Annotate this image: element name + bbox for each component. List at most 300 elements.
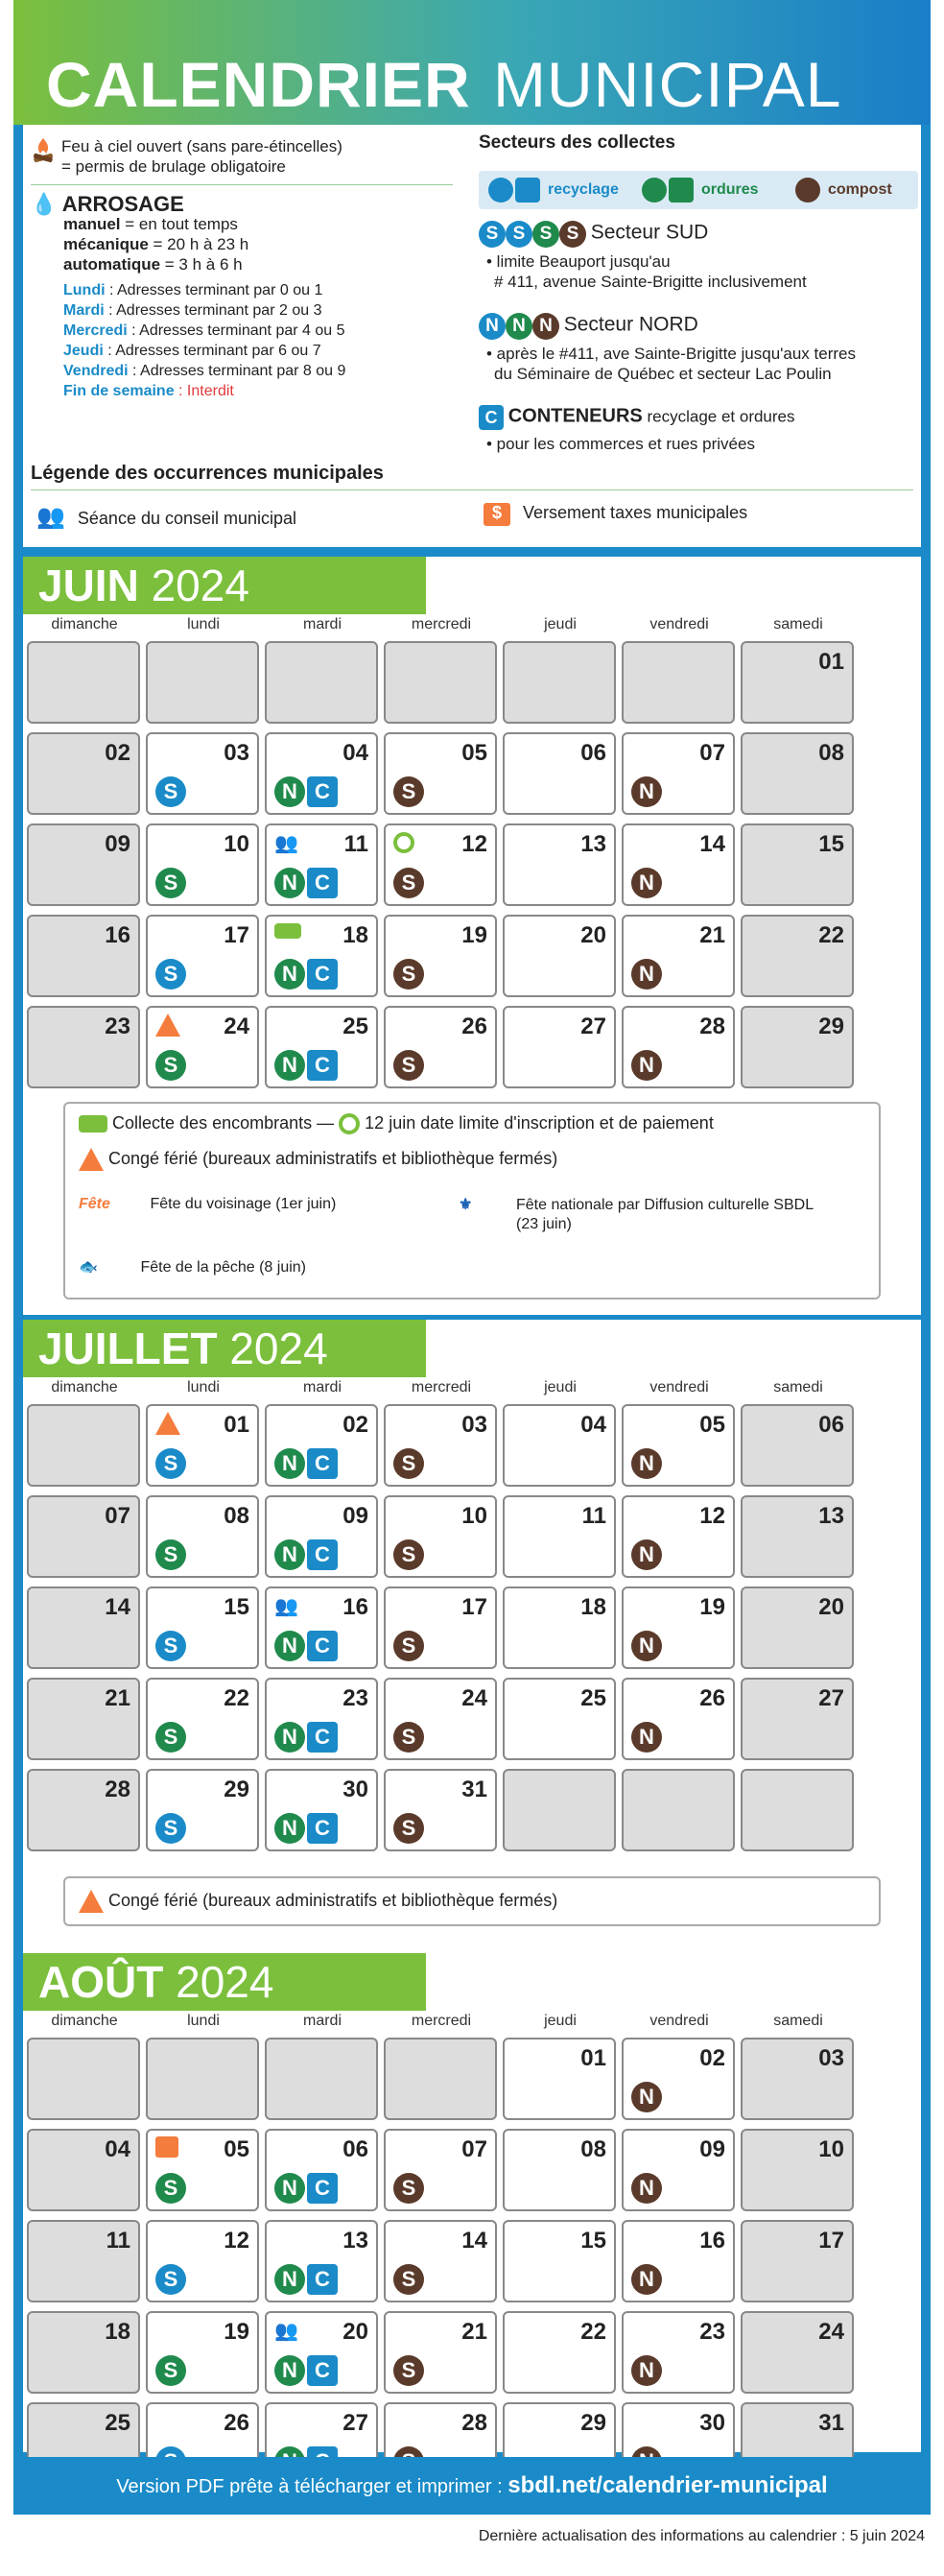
- legend-title: Légende des occurrences municipales: [31, 463, 384, 484]
- pickup-icons: [274, 959, 338, 990]
- pickup-icons: [393, 959, 424, 990]
- calendar-day: [146, 823, 259, 906]
- calendar-day: [741, 823, 854, 906]
- pickup-icons: [155, 959, 186, 990]
- pickup-PN-icon: N: [631, 1539, 662, 1570]
- calendar-day: [741, 1404, 854, 1487]
- compost-circle-icon: [795, 178, 820, 203]
- pickup-N-icon: N: [274, 2355, 305, 2386]
- day-number: 21: [105, 1685, 130, 1711]
- calendar-day: [384, 641, 497, 724]
- calendar-day: [265, 2038, 378, 2120]
- pickup-PN-icon: N: [631, 1722, 662, 1753]
- cont-sub: recyclage et ordures: [647, 407, 795, 426]
- pickup-icons: [631, 1631, 662, 1661]
- tax-house-icon: $: [484, 503, 510, 526]
- weekday-header: mardi: [302, 1379, 342, 1395]
- cont-title: CONTENEURS: [507, 405, 643, 427]
- day-number: 26: [699, 1685, 725, 1711]
- weekday-header: vendredi: [649, 616, 709, 632]
- calendar-day: [622, 1678, 735, 1760]
- pickup-C-icon: C: [307, 1050, 338, 1081]
- pickup-icons: [155, 776, 186, 807]
- day-jeudi: Jeudi : Adresses terminant par 6 ou 7: [63, 343, 321, 359]
- holiday-icon: [79, 1890, 104, 1913]
- sud-desc1: • limite Beauport jusqu'au: [486, 252, 671, 271]
- footer-text: Version PDF prête à télécharger et imprimer :: [116, 2476, 508, 2497]
- day-number: 14: [461, 2228, 487, 2254]
- day-number: 18: [105, 2319, 130, 2345]
- pickup-icons: [155, 1631, 186, 1661]
- calendar-day: [503, 641, 616, 724]
- calendar-day: [146, 2038, 259, 2120]
- calendar-day: [741, 732, 854, 815]
- calendar-day: [265, 732, 378, 815]
- day-number: 12: [224, 2228, 249, 2254]
- day-number: 12: [461, 831, 487, 857]
- sud-desc2: # 411, avenue Sainte-Brigitte inclusivement: [494, 273, 807, 291]
- event-icon: 👥: [274, 1596, 298, 1617]
- sector-nord: [479, 313, 920, 384]
- day-lundi: Lundi : Adresses terminant par 0 ou 1: [63, 282, 323, 298]
- calendar-day: [27, 823, 140, 906]
- calendar-day: [503, 2129, 616, 2211]
- pickup-icons: [393, 1631, 424, 1661]
- calendar-day: [741, 1495, 854, 1578]
- calendar-day: [622, 2311, 735, 2394]
- pickup-C-icon: C: [307, 1722, 338, 1753]
- month-title-june: JUIN 2024: [23, 557, 426, 614]
- calendar-day: [265, 1495, 378, 1578]
- pickup-P-icon: S: [393, 1050, 424, 1081]
- calendar-day: [741, 1769, 854, 1851]
- calendar-day: [146, 1404, 259, 1487]
- calendar-day: [622, 1495, 735, 1578]
- pickup-icons: [274, 1631, 338, 1661]
- day-number: 09: [105, 831, 130, 857]
- pickup-C-icon: C: [307, 2264, 338, 2295]
- day-number: 02: [699, 2045, 725, 2071]
- weekday-header: mercredi: [411, 1379, 472, 1395]
- day-number: 05: [699, 1412, 725, 1438]
- day-number: 23: [342, 1685, 368, 1711]
- pickup-S-icon: S: [155, 1631, 186, 1661]
- calendar-day: [384, 2129, 497, 2211]
- collection-key: [479, 171, 918, 209]
- nord-title: Secteur NORD: [563, 313, 698, 336]
- calendar-day: [27, 641, 140, 724]
- pickup-P-icon: S: [393, 2264, 424, 2295]
- pickup-C-icon: C: [307, 1539, 338, 1570]
- pickup-N-icon: N: [274, 2173, 305, 2204]
- pickup-icons: [155, 1050, 186, 1081]
- pickup-icons: [393, 868, 424, 898]
- pickup-SN-icon: S: [155, 1539, 186, 1570]
- key-recycling: recyclage: [548, 181, 619, 198]
- day-number: 29: [224, 1777, 249, 1802]
- day-number: 11: [106, 2228, 130, 2254]
- day-number: 13: [342, 2228, 368, 2254]
- day-number: 21: [461, 2319, 487, 2345]
- ordures-square-icon: [669, 178, 694, 203]
- divider: [31, 489, 913, 490]
- recycling-circle-icon: [488, 178, 513, 203]
- calendar-day: [384, 732, 497, 815]
- pickup-N-icon: N: [274, 1631, 305, 1661]
- weekday-header: lundi: [187, 1379, 220, 1395]
- day-number: 27: [580, 1014, 606, 1039]
- pickup-icons: [631, 868, 662, 898]
- day-number: 29: [580, 2410, 606, 2436]
- divider: [31, 184, 453, 185]
- day-mardi: Mardi : Adresses terminant par 2 ou 3: [63, 302, 322, 319]
- calendar-day: [622, 2220, 735, 2302]
- calendar-day: [265, 1769, 378, 1851]
- pickup-icons: [393, 1050, 424, 1081]
- day-number: 01: [224, 1412, 249, 1438]
- day-number: 28: [105, 1777, 130, 1802]
- pickup-N-icon: N: [274, 1813, 305, 1844]
- sofa-icon: [79, 1115, 107, 1133]
- day-number: 29: [818, 1014, 844, 1039]
- weekday-header: mardi: [302, 616, 342, 632]
- weekday-header: dimanche: [51, 1379, 118, 1395]
- pickup-icons: [155, 2264, 186, 2295]
- day-number: 11: [581, 1503, 606, 1529]
- day-number: 07: [105, 1503, 130, 1529]
- calendar-day: [622, 823, 735, 906]
- pickup-icons: [274, 1813, 338, 1844]
- event-icon: 👥: [274, 2321, 298, 2342]
- pickup-icons: [274, 1722, 338, 1753]
- calendar-day: [622, 732, 735, 815]
- fire-line2: = permis de brulage obligatoire: [61, 157, 286, 176]
- sud-icon: S: [532, 221, 559, 248]
- calendar-day: [27, 1404, 140, 1487]
- sectors-title: Secteurs des collectes: [479, 132, 675, 153]
- day-number: 08: [224, 1503, 249, 1529]
- day-number: 17: [818, 2228, 844, 2254]
- day-number: 15: [818, 831, 844, 857]
- day-number: 24: [818, 2319, 844, 2345]
- event-icon: [155, 2136, 178, 2163]
- footer: [13, 2457, 931, 2515]
- calendar-day: [146, 915, 259, 997]
- day-weekend: Fin de semaine : Interdit: [63, 383, 234, 399]
- day-number: 19: [699, 1594, 725, 1620]
- calendar-day: [384, 1586, 497, 1669]
- day-number: 10: [461, 1503, 487, 1529]
- pickup-icons: [631, 1448, 662, 1479]
- watering-days: [63, 280, 462, 401]
- pickup-icons: [631, 776, 662, 807]
- calendar-day: [146, 1006, 259, 1088]
- sud-icon: S: [479, 221, 506, 248]
- day-number: 01: [818, 649, 844, 675]
- day-number: 12: [699, 1503, 725, 1529]
- nord-desc2: du Séminaire de Québec et secteur Lac Poulin: [494, 365, 832, 383]
- page-header: [13, 0, 931, 125]
- calendar-day: [146, 1678, 259, 1760]
- calendar-day: [503, 1678, 616, 1760]
- holiday-icon: [79, 1148, 104, 1171]
- day-number: 15: [224, 1594, 249, 1620]
- weekday-header: dimanche: [51, 616, 118, 632]
- calendar-day: [503, 1404, 616, 1487]
- weekday-header: jeudi: [544, 1379, 577, 1395]
- weekday-header: samedi: [773, 1379, 823, 1395]
- day-number: 20: [580, 922, 606, 948]
- pickup-PN-icon: N: [631, 2264, 662, 2295]
- day-number: 02: [105, 740, 130, 766]
- pickup-icons: [155, 1448, 186, 1479]
- day-number: 22: [580, 2319, 606, 2345]
- day-number: 19: [461, 922, 487, 948]
- calendar-day: [503, 1006, 616, 1088]
- day-number: 11: [343, 831, 368, 857]
- day-number: 28: [461, 2410, 487, 2436]
- fete-voisinage-logo: Fête: [79, 1196, 110, 1212]
- weekday-header: mardi: [302, 2013, 342, 2029]
- sector-containers: [479, 405, 920, 454]
- pickup-icons: [274, 1050, 338, 1081]
- event-icon: 👥: [274, 833, 298, 854]
- pickup-C-icon: C: [307, 868, 338, 898]
- pickup-SN-icon: S: [155, 2355, 186, 2386]
- calendar-day: [503, 732, 616, 815]
- pickup-N-icon: N: [274, 1722, 305, 1753]
- calendar-day: [265, 1006, 378, 1088]
- calendar-day: [265, 823, 378, 906]
- campfire-icon: [31, 136, 56, 163]
- calendar-day: [384, 1006, 497, 1088]
- calendar-day: [622, 1006, 735, 1088]
- pickup-P-icon: S: [393, 868, 424, 898]
- weekday-header: vendredi: [649, 2013, 709, 2029]
- weekday-header: samedi: [773, 2013, 823, 2029]
- pickup-S-icon: S: [155, 2264, 186, 2295]
- day-number: 30: [342, 1777, 368, 1802]
- day-number: 13: [580, 831, 606, 857]
- day-number: 09: [699, 2136, 725, 2162]
- day-number: 06: [580, 740, 606, 766]
- pickup-C-icon: C: [307, 776, 338, 807]
- day-number: 16: [105, 922, 130, 948]
- calendar-day: [27, 2129, 140, 2211]
- pickup-PN-icon: N: [631, 2355, 662, 2386]
- event-icon: [274, 922, 301, 944]
- day-number: 04: [105, 2136, 130, 2162]
- nord-desc1: • après le #411, ave Sainte-Brigitte jusqu'aux terres: [486, 345, 856, 363]
- pickup-icons: [393, 1813, 424, 1844]
- pickup-PN-icon: N: [631, 2082, 662, 2112]
- fire-info: [31, 136, 453, 177]
- weekday-header: samedi: [773, 616, 823, 632]
- pickup-N-icon: N: [274, 776, 305, 807]
- weekday-header: vendredi: [649, 1379, 709, 1395]
- nord-icon: N: [479, 313, 506, 340]
- calendar-day: [741, 1006, 854, 1088]
- day-vendredi: Vendredi : Adresses terminant par 8 ou 9: [63, 363, 346, 379]
- watering-info: [31, 194, 462, 401]
- day-number: 10: [818, 2136, 844, 2162]
- calendar-day: [27, 1678, 140, 1760]
- calendar-day: [265, 915, 378, 997]
- calendar-day: [741, 1586, 854, 1669]
- calendar-day: [384, 823, 497, 906]
- pickup-icons: [393, 2264, 424, 2295]
- sector-sud: [479, 221, 920, 292]
- calendar-day: [384, 1678, 497, 1760]
- calendar-day: [503, 2311, 616, 2394]
- event-icon: [155, 1412, 180, 1435]
- pickup-P-icon: S: [393, 776, 424, 807]
- pickup-N-icon: N: [274, 868, 305, 898]
- legend-fete-voisinage: Fête Fête du voisinage (1er juin): [79, 1196, 337, 1212]
- calendar-day: [622, 1404, 735, 1487]
- calendar-day: [27, 2220, 140, 2302]
- calendar-day: [146, 2129, 259, 2211]
- calendar-day: [146, 732, 259, 815]
- day-number: 30: [699, 2410, 725, 2436]
- calendar-day: [27, 1006, 140, 1088]
- pickup-SN-icon: S: [155, 1722, 186, 1753]
- key-ordures: ordures: [701, 181, 759, 198]
- weekday-header: mercredi: [411, 2013, 472, 2029]
- pickup-icons: [274, 776, 338, 807]
- pickup-icons: [631, 2264, 662, 2295]
- pickup-icons: [274, 2355, 338, 2386]
- pickup-PN-icon: N: [631, 868, 662, 898]
- container-icon: C: [479, 405, 504, 430]
- ordures-circle-icon: [642, 178, 667, 203]
- calendar-day: [27, 915, 140, 997]
- calendar-day: [27, 2038, 140, 2120]
- event-icon: [393, 831, 414, 853]
- calendar-day: [384, 2311, 497, 2394]
- calendar-day: [622, 641, 735, 724]
- pickup-PN-icon: N: [631, 1448, 662, 1479]
- weekday-header: dimanche: [51, 2013, 118, 2029]
- pickup-PN-icon: N: [631, 1050, 662, 1081]
- calendar-day: [384, 2038, 497, 2120]
- weekday-header: lundi: [187, 616, 220, 632]
- month-title-august: AOÛT 2024: [23, 1953, 426, 2011]
- watering-title: ARROSAGE: [61, 192, 184, 216]
- weekday-header: lundi: [187, 2013, 220, 2029]
- sud-icon: S: [559, 221, 586, 248]
- pickup-SN-icon: S: [155, 1050, 186, 1081]
- pickup-icons: [631, 959, 662, 990]
- calendar-day: [503, 2038, 616, 2120]
- calendar-day: [265, 1678, 378, 1760]
- day-number: 23: [699, 2319, 725, 2345]
- calendar-day: [622, 1769, 735, 1851]
- pickup-icons: [631, 2082, 662, 2112]
- calendar-day: [146, 2311, 259, 2394]
- day-number: 15: [580, 2228, 606, 2254]
- day-number: 22: [224, 1685, 249, 1711]
- last-updated: Dernière actualisation des informations au calendrier : 5 juin 2024: [478, 2528, 925, 2544]
- pickup-S-icon: S: [155, 959, 186, 990]
- pickup-P-icon: S: [393, 959, 424, 990]
- footer-link[interactable]: sbdl.net/calendrier-municipal: [507, 2472, 828, 2498]
- day-number: 16: [342, 1594, 368, 1620]
- day-number: 31: [818, 2410, 844, 2436]
- day-number: 24: [224, 1014, 249, 1039]
- calendar-day: [503, 1769, 616, 1851]
- sud-icon: S: [506, 221, 532, 248]
- day-number: 09: [342, 1503, 368, 1529]
- deadline-ring-icon: [339, 1113, 360, 1134]
- calendar-day: [265, 2311, 378, 2394]
- calendar-day: [503, 1495, 616, 1578]
- day-number: 26: [461, 1014, 487, 1039]
- calendar-day: [741, 915, 854, 997]
- fleur-de-lys-icon: ⚜: [459, 1197, 473, 1213]
- pickup-N-icon: N: [274, 1539, 305, 1570]
- weekday-header: mercredi: [411, 616, 472, 632]
- legend-holiday: Congé férié (bureaux administratifs et bibliothèque fermés): [79, 1890, 557, 1913]
- pickup-N-icon: N: [274, 2264, 305, 2295]
- pickup-N-icon: N: [274, 1448, 305, 1479]
- calendar-day: [265, 1404, 378, 1487]
- calendar-day: [741, 2311, 854, 2394]
- pickup-C-icon: C: [307, 1448, 338, 1479]
- calendar-day: [384, 1495, 497, 1578]
- day-number: 07: [461, 2136, 487, 2162]
- pickup-PN-icon: N: [631, 2173, 662, 2204]
- pickup-icons: [155, 2173, 186, 2204]
- month-title-july: JUILLET 2024: [23, 1320, 426, 1377]
- pickup-icons: [155, 868, 186, 898]
- month-june: [23, 557, 921, 1315]
- calendar-day: [27, 1495, 140, 1578]
- day-number: 25: [342, 1014, 368, 1039]
- calendar-day: [265, 2129, 378, 2211]
- pickup-S-icon: S: [155, 776, 186, 807]
- calendar-day: [622, 1586, 735, 1669]
- day-number: 03: [818, 2045, 844, 2071]
- day-number: 08: [818, 740, 844, 766]
- pickup-C-icon: C: [307, 1631, 338, 1661]
- day-number: 20: [342, 2319, 368, 2345]
- calendar-day: [622, 915, 735, 997]
- cont-desc: • pour les commerces et rues privées: [486, 435, 755, 453]
- pickup-icons: [393, 1722, 424, 1753]
- day-number: 03: [224, 740, 249, 766]
- day-number: 07: [699, 740, 725, 766]
- pickup-P-icon: S: [393, 1631, 424, 1661]
- pickup-P-icon: S: [393, 1448, 424, 1479]
- calendar-day: [265, 641, 378, 724]
- pickup-icons: [274, 1448, 338, 1479]
- pickup-P-icon: S: [393, 1722, 424, 1753]
- july-legend: [63, 1876, 881, 1926]
- day-number: 14: [699, 831, 725, 857]
- calendar-day: [146, 1586, 259, 1669]
- day-number: 06: [342, 2136, 368, 2162]
- calendar-day: [265, 1586, 378, 1669]
- pickup-icons: [393, 776, 424, 807]
- june-legend: [63, 1102, 881, 1300]
- day-number: 05: [461, 740, 487, 766]
- calendar-day: [503, 915, 616, 997]
- calendar-day: [27, 1769, 140, 1851]
- legend-holiday: Congé férié (bureaux administratifs et bibliothèque fermés): [79, 1148, 557, 1171]
- day-number: 24: [461, 1685, 487, 1711]
- pickup-icons: [274, 1539, 338, 1570]
